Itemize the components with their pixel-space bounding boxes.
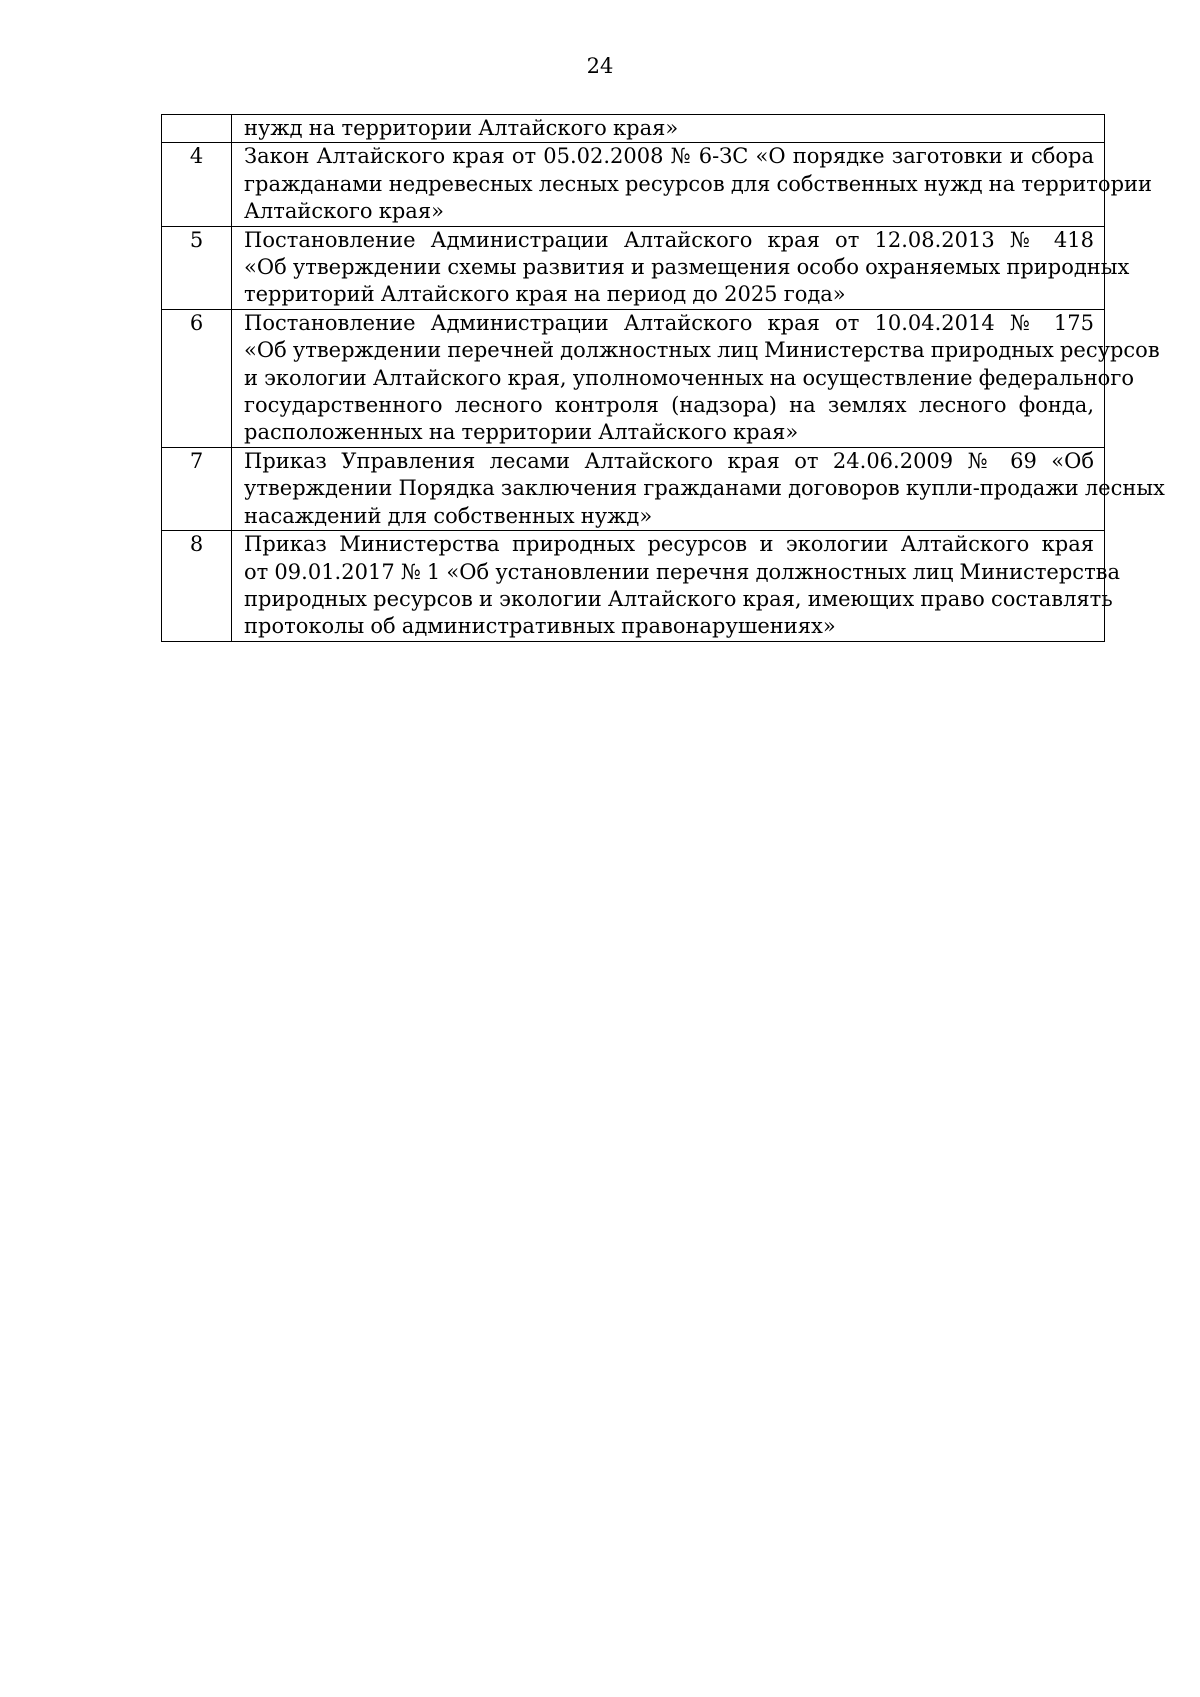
legal-acts-table	[161, 114, 1165, 642]
row-text-line: Приказ Министерства природных ресурсов и экологии Алтайского края	[244, 532, 1094, 557]
row-text-line: от 09.01.2017 № 1 «Об установлении перечня должностных лиц Министерства	[244, 559, 1121, 584]
row-text-line: территорий Алтайского края на период до 2025 года»	[244, 282, 846, 307]
row-text-line: Закон Алтайского края от 05.02.2008 № 6-ЗС «О порядке заготовки и сбора	[244, 144, 1094, 169]
row-number	[162, 115, 232, 143]
row-text-line: Приказ Управления лесами Алтайского края от 24.06.2009 № 69 «Об	[244, 448, 1094, 473]
row-text-line: расположенных на территории Алтайского края»	[244, 420, 799, 445]
row-text-line: гражданами недревесных лесных ресурсов для собственных нужд на территории	[244, 171, 1153, 196]
row-text	[232, 531, 1121, 642]
table-row	[162, 226, 1105, 309]
row-text-line: протоколы об административных правонарушениях»	[244, 614, 836, 639]
table-row	[162, 115, 1105, 143]
table-row	[162, 531, 1105, 642]
row-text-line: «Об утверждении схемы развития и размещения особо охраняемых природных	[244, 255, 1130, 280]
row-text-line: государственного лесного контроля (надзора) на землях лесного фонда,	[244, 393, 1094, 418]
row-text-line: «Об утверждении перечней должностных лиц Министерства природных ресурсов	[244, 338, 1160, 363]
table-body	[162, 115, 1165, 642]
row-number: 5	[162, 226, 232, 309]
row-text	[232, 309, 1160, 447]
row-number: 6	[162, 309, 232, 447]
row-text	[232, 447, 1165, 530]
row-text-line: Постановление Администрации Алтайского края от 12.08.2013 № 418	[244, 227, 1094, 252]
row-text-line: природных ресурсов и экологии Алтайского края, имеющих право составлять	[244, 586, 1113, 611]
row-text-line: Алтайского края»	[244, 199, 444, 224]
table-row	[162, 309, 1105, 447]
row-number: 8	[162, 531, 232, 642]
table-row	[162, 143, 1105, 226]
row-number: 7	[162, 447, 232, 530]
row-number: 4	[162, 143, 232, 226]
row-text	[232, 226, 1130, 309]
table-row	[162, 447, 1105, 530]
row-text	[232, 115, 1105, 143]
row-text-line: Постановление Администрации Алтайского края от 10.04.2014 № 175	[244, 310, 1094, 335]
row-text-line: и экологии Алтайского края, уполномоченных на осуществление федерального	[244, 365, 1134, 390]
page-number: 24	[586, 54, 614, 78]
row-text	[232, 143, 1153, 226]
row-text-line: насаждений для собственных нужд»	[244, 503, 653, 528]
row-text-line: утверждении Порядка заключения гражданами договоров купли-продажи лесных	[244, 476, 1165, 501]
row-text-line: нужд на территории Алтайского края»	[244, 116, 679, 140]
